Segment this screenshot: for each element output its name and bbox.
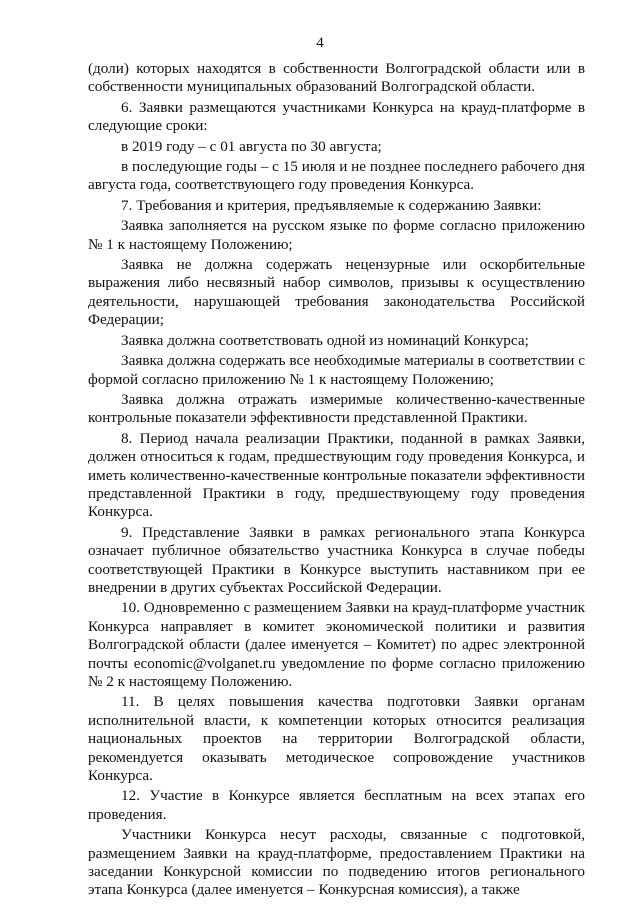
paragraph-p15: Участники Конкурса несут расходы, связанные с подготовкой, размещением Заявки на крауд-платформе, предоставлением Практики на заседании Конкурсной комиссии по подведению итогов регионального этапа Конкурса (далее именуется – Конкурсная комиссия), а также: [88, 826, 585, 899]
paragraph-p2: в 2019 году – с 01 августа по 30 августа;: [121, 137, 382, 155]
paragraph-p8: Заявка должна содержать все необходимые материалы в соответствии с формой согласно приложению № 1 к настоящему Положению;: [88, 352, 585, 388]
paragraph-p6: Заявка не должна содержать нецензурные или оскорбительные выражения либо несвязный набор символов, призывы к осуществлению деятельности, нарушающей требования законодательства Российской Федерации;: [88, 256, 585, 329]
paragraph-p3: в последующие годы – с 15 июля и не позднее последнего рабочего дня августа года, соответствующего году проведения Конкурса.: [88, 158, 585, 194]
page-number: 4: [316, 35, 324, 51]
paragraph-p4: 7. Требования и критерия, предъявляемые к содержанию Заявки:: [121, 196, 542, 214]
paragraph-p10: 8. Период начала реализации Практики, поданной в рамках Заявки, должен относиться к годам, предшествующим году проведения Конкурса, и иметь количественно-качественные контрольные показатели эффективности представленной Практики в году, предшествующему году проведения Конкурса.: [88, 429, 585, 521]
document-body: [88, 60, 585, 902]
paragraph-p12: 10. Одновременно с размещением Заявки на крауд-платформе участник Конкурса направляет в комитет экономической политики и развития Волгоградской области (далее именуется – Комитет) по адрес электронной почты economic@volganet.ru уведомление по форме согласно приложению № 2 к настоящему Положению.: [88, 599, 585, 690]
paragraph-p13: 11. В целях повышения качества подготовки Заявки органам исполнительной власти, к компетенции которых относится реализация национальных проектов на территории Волгоградской области, рекомендуется оказывать методическое сопровождение участников Конкурса.: [88, 693, 585, 785]
paragraph-p11: 9. Представление Заявки в рамках регионального этапа Конкурса означает публичное обязательство участника Конкурса в случае победы соответствующей Практики в Конкурсе выступить наставником при ее внедрении в других субъектах Российской Федерации.: [88, 523, 585, 596]
paragraph-p14: 12. Участие в Конкурсе является бесплатным на всех этапах его проведения.: [88, 787, 585, 823]
paragraph-p5: Заявка заполняется на русском языке по форме согласно приложению № 1 к настоящему Положению;: [88, 217, 585, 253]
paragraph-p0: (доли) которых находятся в собственности Волгоградской области или в собственности муниципальных образований Волгоградской области.: [88, 60, 585, 96]
paragraph-p1: 6. Заявки размещаются участниками Конкурса на крауд-платформе в следующие сроки:: [88, 98, 585, 135]
paragraph-p9: Заявка должна отражать измеримые количественно-качественные контрольные показатели эффективности представленной Практики.: [88, 390, 585, 427]
paragraph-p7: Заявка должна соответствовать одной из номинаций Конкурса;: [121, 331, 529, 349]
